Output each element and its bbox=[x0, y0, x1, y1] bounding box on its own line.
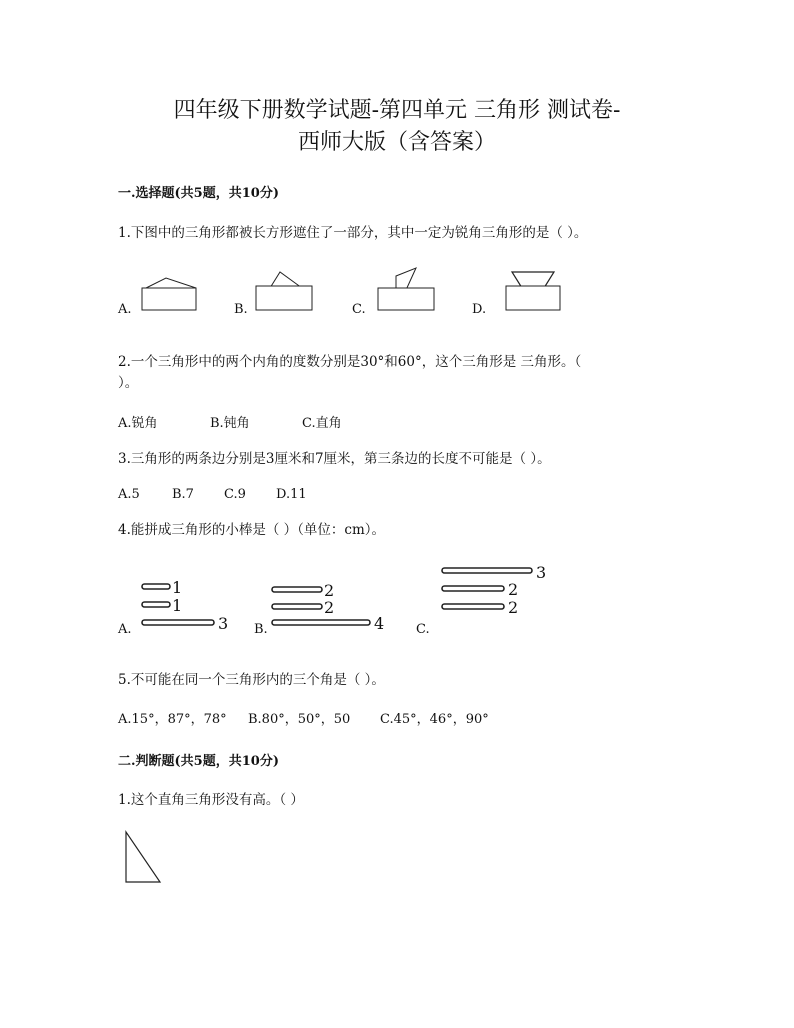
q1-option-b-figure bbox=[250, 268, 322, 314]
q2-option-a: A.锐角 bbox=[118, 416, 158, 431]
q1-option-c-figure bbox=[372, 266, 442, 314]
stick-label: 3 bbox=[218, 614, 229, 633]
section2-heading: 二.判断题(共5题，共10分) bbox=[118, 754, 279, 769]
q4-option-c-label: C. bbox=[416, 622, 430, 637]
stick-label: 3 bbox=[536, 563, 547, 582]
q4-option-b-sticks bbox=[270, 578, 390, 634]
document-title-line1: 四年级下册数学试题-第四单元 三角形 测试卷- bbox=[173, 98, 621, 123]
q2-option-b: B.钝角 bbox=[210, 416, 250, 431]
q4-option-c-sticks bbox=[440, 562, 558, 624]
stick-label: 4 bbox=[374, 614, 385, 633]
stick-label: 1 bbox=[172, 596, 183, 615]
q5-option-c: C.45°，46°，90° bbox=[380, 712, 489, 727]
q1-option-c-label: C. bbox=[352, 302, 366, 317]
q3-option-b: B.7 bbox=[172, 487, 194, 502]
question-2-line2: ）。 bbox=[118, 375, 139, 391]
q4-option-a-sticks bbox=[140, 578, 240, 634]
q4-option-a-label: A. bbox=[118, 622, 132, 637]
q3-option-d: D.11 bbox=[276, 487, 307, 502]
stick-label: 2 bbox=[508, 598, 519, 617]
stick-label: 2 bbox=[324, 598, 335, 617]
stick-label: 2 bbox=[324, 581, 335, 600]
question-3-text: 3.三角形的两条边分别是3厘米和7厘米，第三条边的长度不可能是（ ）。 bbox=[118, 451, 551, 467]
stick-label: 2 bbox=[508, 580, 519, 599]
question-4-text: 4.能拼成三角形的小棒是（ ）（单位：cm）。 bbox=[118, 522, 386, 538]
question-5-text: 5.不可能在同一个三角形内的三个角是（ ）。 bbox=[118, 672, 385, 688]
q1-option-a-label: A. bbox=[118, 302, 132, 317]
q1-option-a-figure bbox=[136, 272, 206, 314]
q4-option-b-label: B. bbox=[254, 622, 268, 637]
q5-option-a: A.15°，87°，78° bbox=[118, 712, 227, 727]
q3-option-a: A.5 bbox=[118, 487, 140, 502]
question-1-text: 1.下图中的三角形都被长方形遮住了一部分，其中一定为锐角三角形的是（ ）。 bbox=[118, 225, 588, 241]
judge-question-1-text: 1.这个直角三角形没有高。（ ） bbox=[118, 792, 304, 808]
stick-label: 1 bbox=[172, 578, 183, 597]
document-title-line2: 西师大版（含答案） bbox=[297, 130, 496, 155]
q3-option-c: C.9 bbox=[224, 487, 246, 502]
q5-option-b: B.80°，50°，50 bbox=[248, 712, 351, 727]
q2-option-c: C.直角 bbox=[302, 416, 342, 431]
question-2-line1: 2.一个三角形中的两个内角的度数分别是30°和60°，这个三角形是 三角形。（ bbox=[118, 354, 582, 370]
section1-heading: 一.选择题(共5题，共10分) bbox=[118, 186, 279, 201]
right-triangle-figure bbox=[120, 828, 164, 886]
q1-option-b-label: B. bbox=[234, 302, 248, 317]
q1-option-d-figure bbox=[492, 264, 574, 316]
q1-option-d-label: D. bbox=[472, 302, 487, 317]
